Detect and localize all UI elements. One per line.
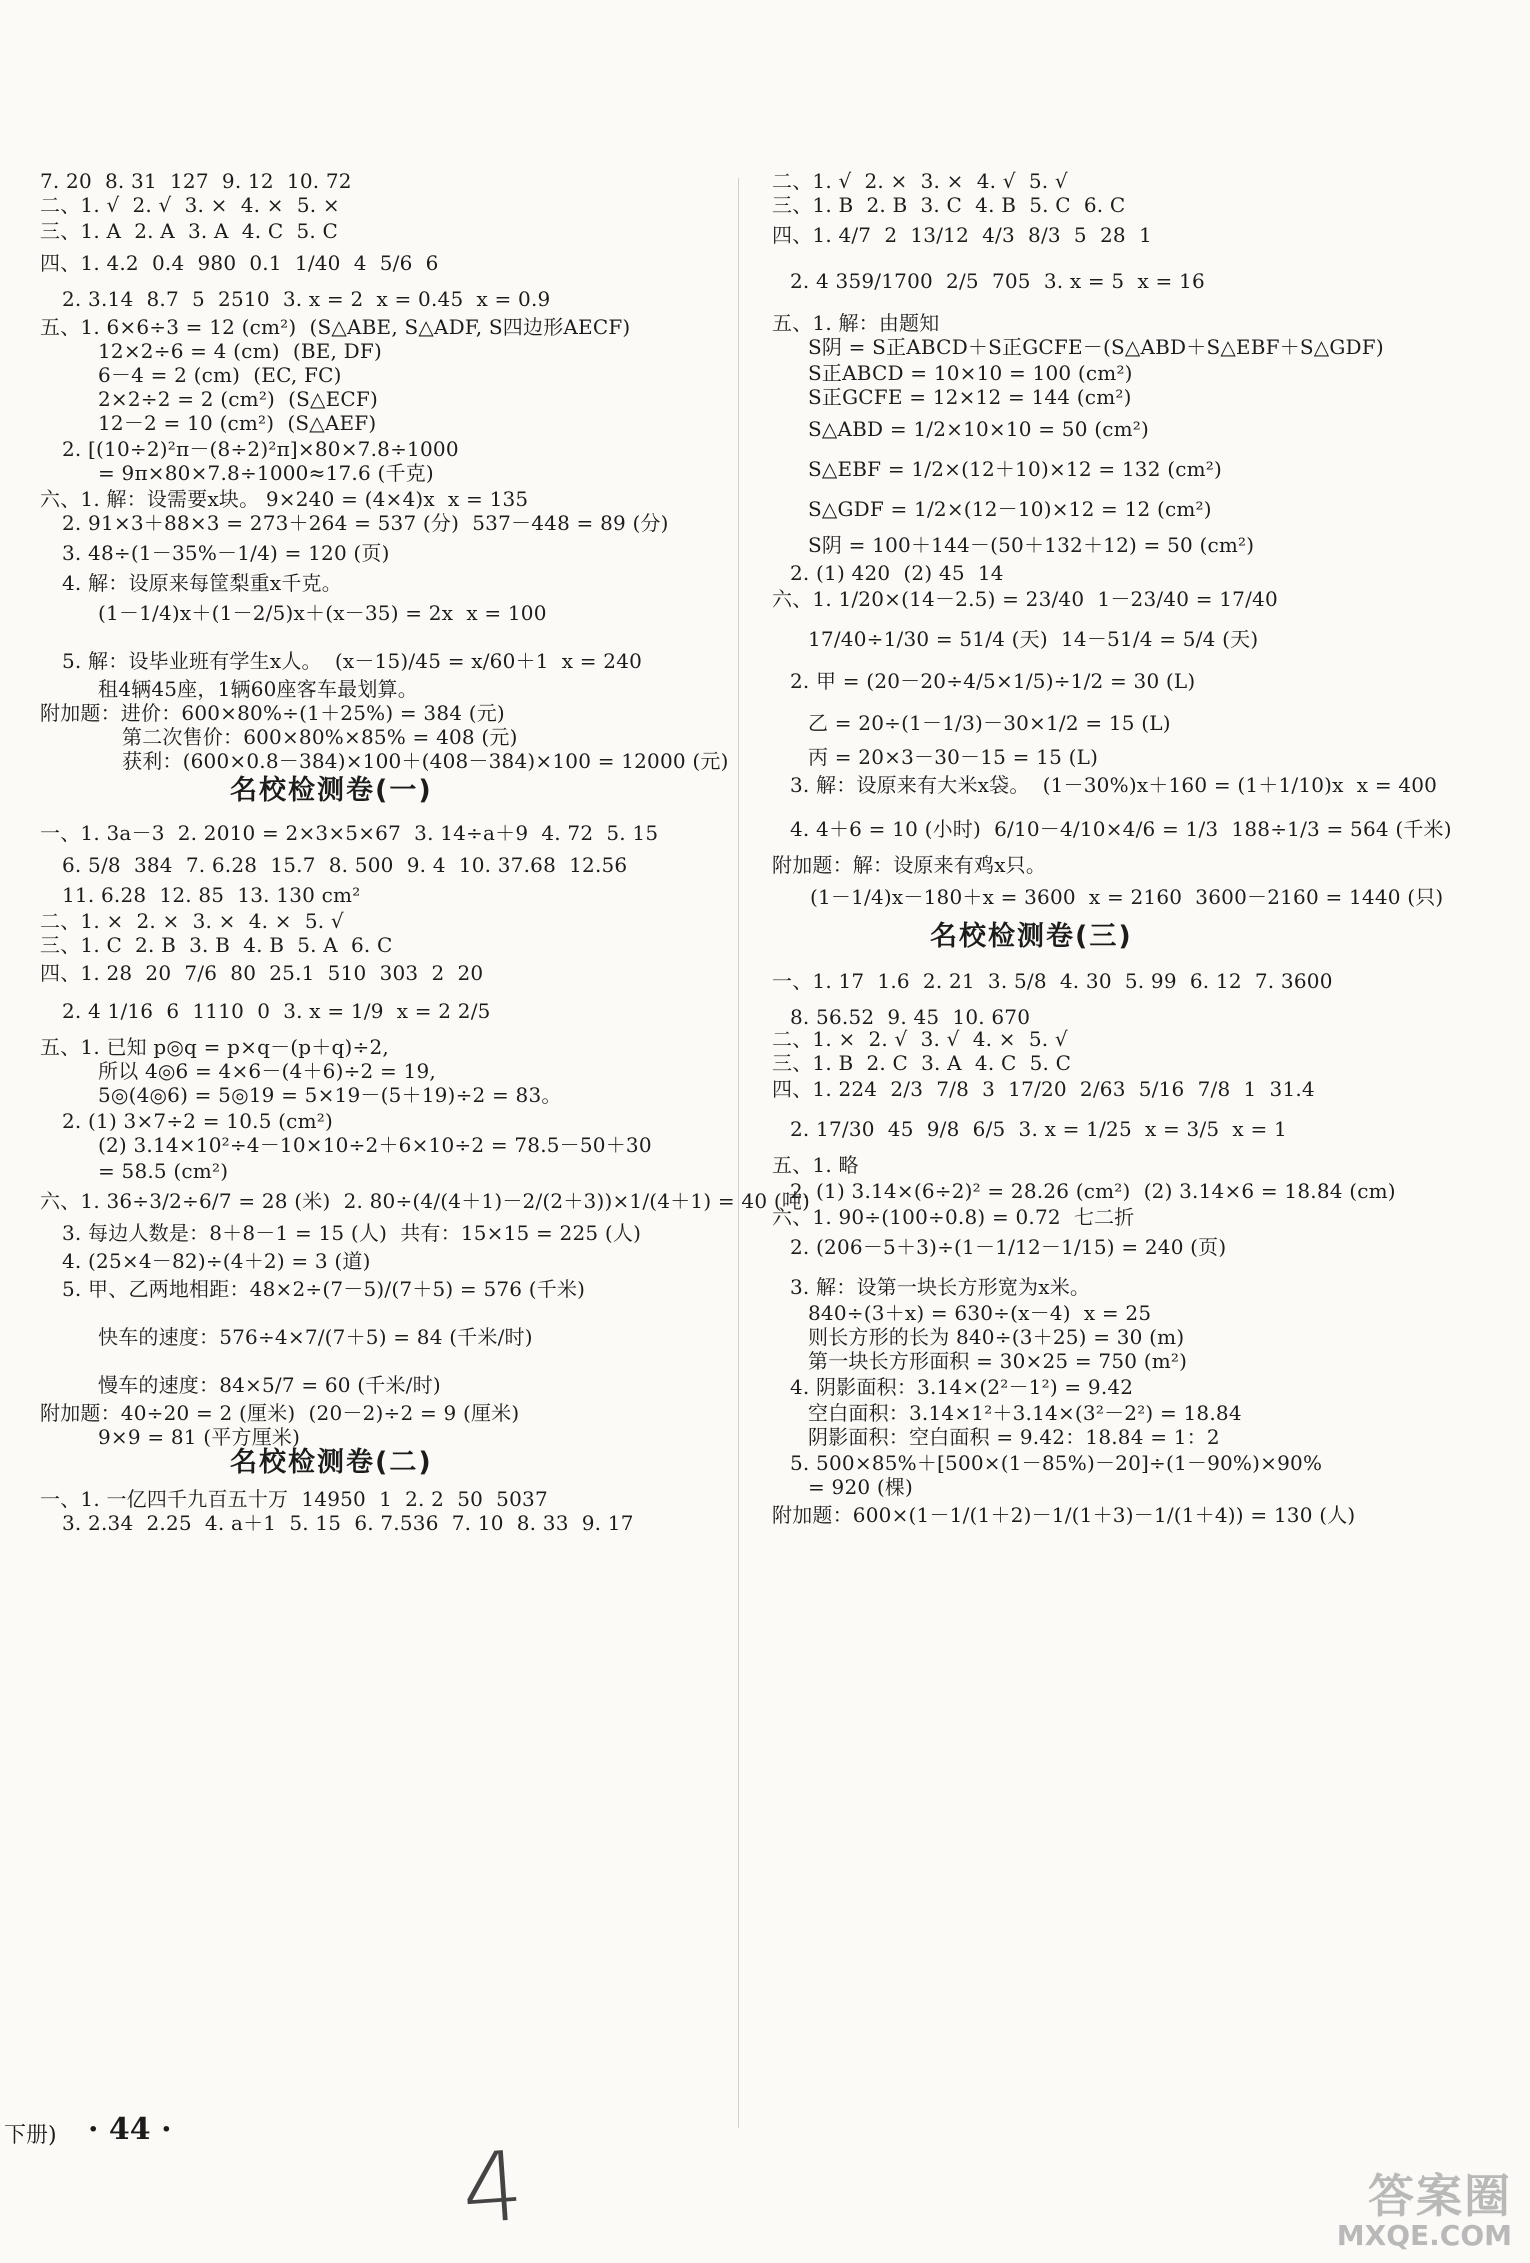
answer-line: S阴 = S正ABCD＋S正GCFE－(S△ABD＋S△EBF＋S△GDF) <box>808 335 1384 359</box>
answer-line: (2) 3.14×10²÷4－10×10÷2＋6×10÷2 = 78.5－50＋30 <box>98 1133 652 1157</box>
site-watermark <box>1337 2171 1512 2251</box>
answer-line: 六、1. 36÷3/2÷6/7 = 28 (米) 2. 80÷(4/(4＋1)－2/(2＋3))×1/(4＋1) = 40 (吨) <box>40 1189 811 1213</box>
watermark-logo: 答案圈 <box>1368 2169 1512 2223</box>
answer-line: 5. 解：设毕业班有学生x人。 (x－15)/45 = x/60＋1 x = 240 <box>62 649 643 673</box>
answer-line: 2. [(10÷2)²π－(8÷2)²π]×80×7.8÷1000 <box>62 437 459 461</box>
answer-line: 则长方形的长为 840÷(3＋25) = 30 (m) <box>808 1325 1185 1349</box>
answer-line: 四、1. 4/7 2 13/12 4/3 8/3 5 28 1 <box>772 223 1152 247</box>
answer-line: = 920 (棵) <box>808 1475 914 1499</box>
answer-line: S△GDF = 1/2×(12－10)×12 = 12 (cm²) <box>808 497 1212 521</box>
page-number: · 44 · <box>88 2112 172 2147</box>
answer-line: 租4辆45座，1辆60座客车最划算。 <box>98 677 418 701</box>
answer-line: 五、1. 已知 p◎q = p×q－(p＋q)÷2, <box>40 1035 389 1059</box>
answer-line: 4. 4＋6 = 10 (小时) 6/10－4/10×4/6 = 1/3 188÷1/3 = 564 (千米) <box>790 817 1452 841</box>
answer-line: 2. (206－5＋3)÷(1－1/12－1/15) = 240 (页) <box>790 1235 1227 1259</box>
section-title: 名校检测卷(一) <box>230 775 433 806</box>
answer-line: 5◎(4◎6) = 5◎19 = 5×19－(5＋19)÷2 = 83。 <box>98 1083 562 1107</box>
answer-line: 3. 2.34 2.25 4. a＋1 5. 15 6. 7.536 7. 10 8. 33 9. 17 <box>62 1511 634 1535</box>
answer-line: 5. 500×85%＋[500×(1－85%)－20]÷(1－90%)×90% <box>790 1451 1323 1475</box>
answer-line: 2. 17/30 45 9/8 6/5 3. x = 1/25 x = 3/5 x = 1 <box>790 1117 1287 1141</box>
answer-line: 乙 = 20÷(1－1/3)－30×1/2 = 15 (L) <box>808 711 1171 735</box>
answer-line: 快车的速度：576÷4×7/(7＋5) = 84 (千米/时) <box>98 1325 533 1349</box>
answer-line: 第二次售价：600×80%×85% = 408 (元) <box>122 725 518 749</box>
answer-line: 第一块长方形面积 = 30×25 = 750 (m²) <box>808 1349 1188 1373</box>
answer-line: 840÷(3＋x) = 630÷(x－4) x = 25 <box>808 1301 1152 1325</box>
column-divider <box>738 178 739 2128</box>
answer-line: 六、1. 解：设需要x块。 9×240 = (4×4)x x = 135 <box>40 487 529 511</box>
answer-line: 8. 56.52 9. 45 10. 670 <box>790 1005 1031 1029</box>
answer-line: 4. (25×4－82)÷(4＋2) = 3 (道) <box>62 1249 371 1273</box>
answer-line: 附加题：解：设原来有鸡x只。 <box>772 853 1047 877</box>
answer-line: S正ABCD = 10×10 = 100 (cm²) <box>808 361 1133 385</box>
answer-line: S阴 = 100＋144－(50＋132＋12) = 50 (cm²) <box>808 533 1255 557</box>
answer-line: 2. 3.14 8.7 5 2510 3. x = 2 x = 0.45 x = 0.9 <box>62 287 551 311</box>
answer-line: 三、1. B 2. C 3. A 4. C 5. C <box>772 1051 1072 1075</box>
answer-line: 四、1. 4.2 0.4 980 0.1 1/40 4 5/6 6 <box>40 251 439 275</box>
answer-line: 2. 4 1/16 6 1110 0 3. x = 1/9 x = 2 2/5 <box>62 999 491 1023</box>
answer-line: 慢车的速度：84×5/7 = 60 (千米/时) <box>98 1373 441 1397</box>
handwritten-mark: 4 <box>458 2130 527 2246</box>
answer-line: 二、1. × 2. √ 3. √ 4. × 5. √ <box>772 1027 1068 1051</box>
answer-line: 9×9 = 81 (平方厘米) <box>98 1425 301 1449</box>
answer-line: 四、1. 28 20 7/6 80 25.1 510 303 2 20 <box>40 961 484 985</box>
answer-line: 四、1. 224 2/3 7/8 3 17/20 2/63 5/16 7/8 1 31.4 <box>772 1077 1315 1101</box>
answer-line: 五、1. 6×6÷3 = 12 (cm²) (S△ABE, S△ADF, S四边形AECF) <box>40 315 631 339</box>
answer-line: 2. (1) 3×7÷2 = 10.5 (cm²) <box>62 1109 333 1133</box>
answer-line: 三、1. A 2. A 3. A 4. C 5. C <box>40 219 338 243</box>
answer-line: S正GCFE = 12×12 = 144 (cm²) <box>808 385 1132 409</box>
answer-line: 2. 甲 = (20－20÷4/5×1/5)÷1/2 = 30 (L) <box>790 669 1196 693</box>
answer-line: S△EBF = 1/2×(12＋10)×12 = 132 (cm²) <box>808 457 1222 481</box>
answer-line: 2×2÷2 = 2 (cm²) (S△ECF) <box>98 387 379 411</box>
answer-line: 获利：(600×0.8－384)×100＋(408－384)×100 = 12000 (元) <box>122 749 729 773</box>
answer-line: 2. 4 359/1700 2/5 705 3. x = 5 x = 16 <box>790 269 1205 293</box>
answer-line: 阴影面积：空白面积 = 9.42：18.84 = 1：2 <box>808 1425 1220 1449</box>
answer-line: 17/40÷1/30 = 51/4 (天) 14－51/4 = 5/4 (天) <box>808 627 1259 651</box>
answer-line: 一、1. 17 1.6 2. 21 3. 5/8 4. 30 5. 99 6. 12 7. 3600 <box>772 969 1333 993</box>
answer-line: 2. (1) 3.14×(6÷2)² = 28.26 (cm²) (2) 3.14×6 = 18.84 (cm) <box>790 1179 1396 1203</box>
answer-line: 3. 解：设第一块长方形宽为x米。 <box>790 1275 1091 1299</box>
answer-line: 一、1. 3a－3 2. 2010 = 2×3×5×67 3. 14÷a＋9 4. 72 5. 15 <box>40 821 659 845</box>
answer-line: 五、1. 解：由题知 <box>772 311 940 335</box>
watermark-url: MXQE.COM <box>1336 2219 1512 2252</box>
answer-line: 空白面积：3.14×1²＋3.14×(3²－2²) = 18.84 <box>808 1401 1242 1425</box>
answer-line: 二、1. × 2. × 3. × 4. × 5. √ <box>40 909 344 933</box>
answer-line: 6. 5/8 384 7. 6.28 15.7 8. 500 9. 4 10. 37.68 12.56 <box>62 853 628 877</box>
answer-line: 11. 6.28 12. 85 13. 130 cm² <box>62 883 361 907</box>
answer-line: 二、1. √ 2. × 3. × 4. √ 5. √ <box>772 169 1068 193</box>
answer-line: 6－4 = 2 (cm) (EC, FC) <box>98 363 342 387</box>
answer-line: = 58.5 (cm²) <box>98 1159 229 1183</box>
answer-line: (1－1/4)x－180＋x = 3600 x = 2160 3600－2160 = 1440 (只) <box>810 885 1444 909</box>
answer-line: 所以 4◎6 = 4×6－(4＋6)÷2 = 19, <box>98 1059 436 1083</box>
footer-book-part: 下册) <box>4 2123 57 2148</box>
answer-line: 附加题：进价：600×80%÷(1＋25%) = 384 (元) <box>40 701 505 725</box>
answer-line: 12×2÷6 = 4 (cm) (BE, DF) <box>98 339 382 363</box>
answer-line: S△ABD = 1/2×10×10 = 50 (cm²) <box>808 417 1150 441</box>
answer-line: 五、1. 略 <box>772 1153 859 1177</box>
answer-line: 二、1. √ 2. √ 3. × 4. × 5. × <box>40 193 340 217</box>
answer-line: (1－1/4)x＋(1－2/5)x＋(x－35) = 2x x = 100 <box>98 601 547 625</box>
answer-line: 丙 = 20×3－30－15 = 15 (L) <box>808 745 1099 769</box>
answer-line: 附加题：600×(1－1/(1＋2)－1/(1＋3)－1/(1＋4)) = 130 (人) <box>772 1503 1356 1527</box>
answer-line: 4. 阴影面积：3.14×(2²－1²) = 9.42 <box>790 1375 1134 1399</box>
section-title: 名校检测卷(三) <box>930 921 1133 952</box>
answer-line: 六、1. 90÷(100÷0.8) = 0.72 七二折 <box>772 1205 1135 1229</box>
answer-line: 3. 48÷(1－35%－1/4) = 120 (页) <box>62 541 390 565</box>
answer-line: 4. 解：设原来每筐梨重x千克。 <box>62 571 342 595</box>
answer-line: 2. 91×3＋88×3 = 273＋264 = 537 (分) 537－448 = 89 (分) <box>62 511 669 535</box>
answer-line: 5. 甲、乙两地相距：48×2÷(7－5)/(7＋5) = 576 (千米) <box>62 1277 586 1301</box>
answer-line: 六、1. 1/20×(14－2.5) = 23/40 1－23/40 = 17/40 <box>772 587 1278 611</box>
answer-line: 3. 解：设原来有大米x袋。 (1－30%)x＋160 = (1＋1/10)x x = 400 <box>790 773 1438 797</box>
answer-line: 12－2 = 10 (cm²) (S△AEF) <box>98 411 377 435</box>
section-title: 名校检测卷(二) <box>230 1447 433 1478</box>
answer-line: 一、1. 一亿四千九百五十万 14950 1 2. 2 50 5037 <box>40 1487 548 1511</box>
answer-line: 3. 每边人数是：8＋8－1 = 15 (人) 共有：15×15 = 225 (人) <box>62 1221 642 1245</box>
answer-line: 三、1. C 2. B 3. B 4. B 5. A 6. C <box>40 933 393 957</box>
answer-line: 2. (1) 420 (2) 45 14 <box>790 561 1004 585</box>
answer-line: = 9π×80×7.8÷1000≈17.6 (千克) <box>98 461 434 485</box>
answer-line: 附加题：40÷20 = 2 (厘米) (20－2)÷2 = 9 (厘米) <box>40 1401 520 1425</box>
answer-line: 三、1. B 2. B 3. C 4. B 5. C 6. C <box>772 193 1126 217</box>
answer-line: 7. 20 8. 31 127 9. 12 10. 72 <box>40 169 352 193</box>
